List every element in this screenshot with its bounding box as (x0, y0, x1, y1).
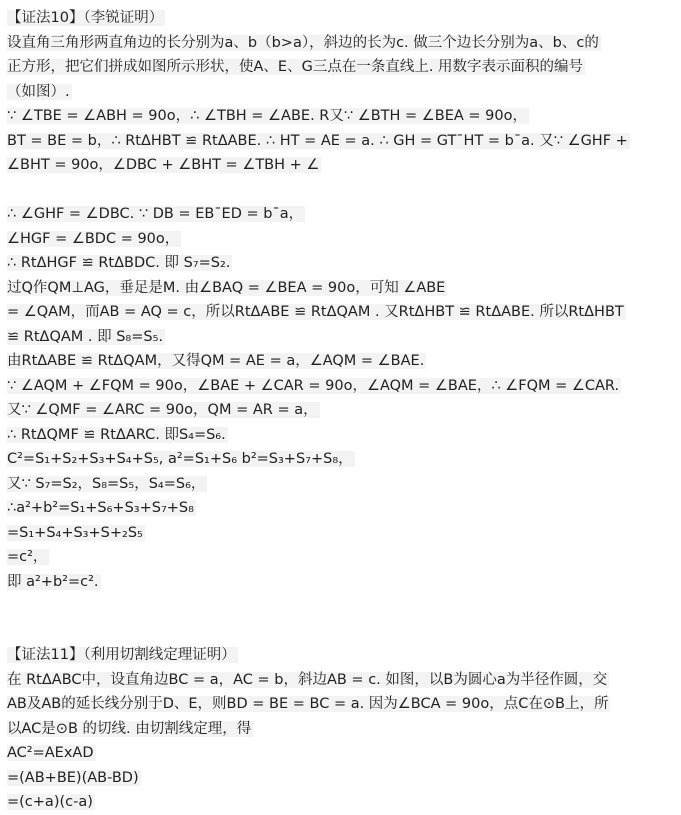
text-line (7, 643, 681, 668)
text-line-content: 又∵ S₇=S₂，S₈=S₅，S₄=S₆， (7, 475, 206, 492)
text-line-content: ∴ ∠GHF = ∠DBC. ∵ DB = EB¯ED = b¯a， (7, 206, 304, 222)
text-line (7, 668, 681, 693)
text-line-content: C²=S₁+S₂+S₃+S₄+S₅, a²=S₁+S₆ b²=S₃+S₇+S₈， (7, 451, 353, 467)
text-line (7, 276, 681, 301)
text-line (7, 570, 681, 595)
text-line (7, 545, 681, 570)
text-line (7, 325, 681, 350)
text-line-content: ∴a²+b²=S₁+S₆+S₃+S₇+S₈ (7, 500, 194, 516)
text-line-content: 过Q作QM⊥AG，垂足是M. 由∠BAQ = ∠BEA = 90o，可知 ∠ABE (7, 279, 446, 296)
text-line (7, 374, 681, 399)
text-line-content: （如图）. (7, 83, 70, 100)
text-line (7, 398, 681, 423)
text-line (7, 300, 681, 325)
text-line (7, 349, 681, 374)
text-line (7, 496, 681, 521)
blank-gap (7, 594, 681, 643)
proof-10-continuation (0, 202, 681, 594)
text-line-content: 【证法10】（李锐证明） (7, 10, 164, 26)
text-line (7, 790, 681, 815)
text-line (7, 104, 681, 129)
text-line-content: AC²=AExAD (7, 745, 94, 761)
text-line (7, 692, 681, 717)
text-line-content: ∵ ∠TBE = ∠ABH = 90o，∴ ∠TBH = ∠ABE. R又∵ ∠BTH = ∠BEA = 90o， (7, 108, 527, 124)
text-line-content: AB及AB的延长线分别于D、E，则BD = BE = BC = a. 因为∠BCA = 90o，点C在⊙B上，所 (7, 696, 609, 712)
text-line (7, 472, 681, 497)
text-line-content: ∴ RtΔQMF ≌ RtΔARC. 即S₄=S₆. (7, 426, 226, 443)
proof-10-section (0, 6, 681, 178)
text-line (7, 129, 681, 154)
text-line (7, 31, 681, 56)
text-line (7, 80, 681, 105)
text-line (7, 423, 681, 448)
text-line-content: 由RtΔABE ≌ RtΔQAM，又得QM = AE = a，∠AQM = ∠BAE. (7, 353, 425, 369)
text-line-content: 设直角三角形两直角边的长分别为a、b（b>a），斜边的长为c. 做三个边长分别为a、b、c的 (7, 34, 599, 51)
text-line-content: ∴ RtΔHGF ≌ RtΔBDC. 即 S₇=S₂. (7, 255, 231, 271)
text-line-content: =S₁+S₄+S₃+S+₂S₅ (7, 524, 143, 541)
text-line (7, 447, 681, 472)
text-line-content: = ∠QAM，而AB = AQ = c，所以RtΔABE ≌ RtΔQAM . 又RtΔHBT ≌ RtΔABE. 所以RtΔHBT (7, 304, 624, 320)
text-line (7, 766, 681, 791)
text-line-content: ≌ RtΔQAM . 即 S₈=S₅. (7, 328, 164, 345)
proof-11-section (0, 643, 681, 815)
text-line-content: 正方形，把它们拼成如图所示形状，使A、E、G三点在一条直线上. 用数字表示面积的编号 (7, 59, 584, 75)
text-line (7, 202, 681, 227)
text-line (7, 741, 681, 766)
text-line (7, 521, 681, 546)
text-line-content: 又∵ ∠QMF = ∠ARC = 90o，QM = AR = a， (7, 402, 318, 418)
text-line (7, 153, 681, 178)
text-line-content: =(c+a)(c-a) (7, 794, 93, 810)
blank-line (7, 178, 681, 203)
text-line (7, 6, 681, 31)
text-line-content: 以AC是⊙B 的切线. 由切割线定理，得 (7, 720, 252, 737)
text-line-content: BT = BE = b，∴ RtΔHBT ≌ RtΔABE. ∴ HT = AE = a. ∴ GH = GT¯HT = b¯a. 又∵ ∠GHF + (7, 132, 628, 149)
text-line-content: 在 RtΔABC中，设直角边BC = a，AC = b，斜边AB = c. 如图，以B为圆心a为半径作圆，交 (7, 671, 608, 688)
text-line (7, 251, 681, 276)
text-line (7, 55, 681, 80)
text-line-content: ∵ ∠AQM + ∠FQM = 90o，∠BAE + ∠CAR = 90o，∠AQM = ∠BAE，∴ ∠FQM = ∠CAR. (7, 377, 620, 394)
text-line-content: 【证法11】（利用切割线定理证明） (7, 647, 236, 663)
text-line-content: ∠HGF = ∠BDC = 90o， (7, 230, 180, 247)
text-line-content: 即 a²+b²=c². (7, 573, 99, 590)
text-line-content: ∠BHT = 90o，∠DBC + ∠BHT = ∠TBH + ∠ (7, 157, 320, 173)
text-line (7, 717, 681, 742)
text-line-content: =(AB+BE)(AB-BD) (7, 769, 139, 786)
text-line-content: =c²， (7, 549, 48, 565)
text-line (7, 227, 681, 252)
